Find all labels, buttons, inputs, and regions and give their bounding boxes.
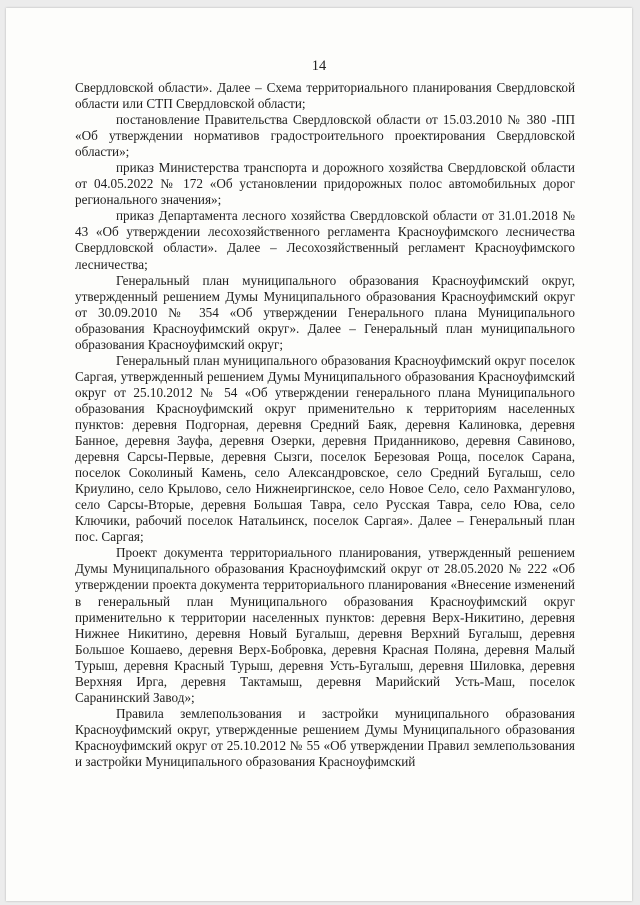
paragraph: Свердловской области». Далее – Схема территориального планирования Свердловской области или СТП Свердловской области; [75,80,575,112]
paragraph: приказ Министерства транспорта и дорожного хозяйства Свердловской области от 04.05.2022 № 172 «Об установлении придорожных полос автомобильных дорог регионального значения»; [75,160,575,208]
paragraph: Генеральный план муниципального образования Красноуфимский округ, утвержденный решением Думы Муниципального образования Красноуфимский округ от 30.09.2010 № 354 «Об утверждении Генерального плана Муниципального образования Красноуфимский округ». Далее – Генеральный план муниципального образования Красноуфимский округ; [75,272,575,352]
paragraph: Генеральный план муниципального образования Красноуфимский округ поселок Саргая, утвержденный решением Думы Муниципального образования Красноуфимский округ от 25.10.2012 № 54 «Об утверждении генерального плана Муниципального образования Красноуфимский округ применительно к территориям населенных пунктов: деревня Подгорная, деревня Средний Баяк, деревня Калиновка, деревня Банное, деревня Зауфа, деревня Озерки, деревня Приданниково, деревня Савиново, деревня Сарсы-Первые, деревня Сызги, поселок Березовая Роща, поселок Сарана, поселок Соколиный Камень, село Александровское, село Средний Бугалыш, село Криулино, село Крылово, село Нижнеиргинское, село Новое Село, село Рахмангулово, село Сарсы-Вторые, деревня Большая Тавра, село Русская Тавра, село Юва, село Ключики, рабочий поселок Натальинск, поселок Саргая». Далее – Генеральный план пос. Саргая; [75,352,575,545]
document-body [75,80,575,770]
paragraph: постановление Правительства Свердловской области от 15.03.2010 № 380 -ПП «Об утверждении нормативов градостроительного проектирования Свердловской области»; [75,112,575,160]
page-number: 14 [311,58,327,74]
paragraph: Проект документа территориального планирования, утвержденный решением Думы Муниципального образования Красноуфимский округ от 28.05.2020 № 222 «Об утверждении проекта документа территориального планирования «Внесение изменений в генеральный план Муниципального образования Красноуфимский округ применительно к территории населенных пунктов: деревня Верх-Никитино, деревня Нижнее Никитино, деревня Новый Бугалыш, деревня Верхний Бугалыш, деревня Большое Кошаево, деревня Верх-Бобровка, деревня Красная Поляна, деревня Малый Турыш, деревня Красный Турыш, деревня Усть-Бугалыш, деревня Шиловка, деревня Верхняя Ирга, деревня Тактамыш, деревня Марийский Усть-Маш, поселок Саранинский Завод»; [75,545,575,705]
paragraph: приказ Департамента лесного хозяйства Свердловской области от 31.01.2018 № 43 «Об утверждении лесохозяйственного регламента Красноуфимского лесничества Свердловской области». Далее – Лесохозяйственный регламент Красноуфимского лесничества; [75,208,575,272]
document-page [6,8,632,901]
paragraph: Правила землепользования и застройки муниципального образования Красноуфимский округ, утвержденные решением Думы Муниципального образования Красноуфимский округ от 25.10.2012 № 55 «Об утверждении Правил землепользования и застройки Муниципального образования Красноуфимский [75,705,575,769]
